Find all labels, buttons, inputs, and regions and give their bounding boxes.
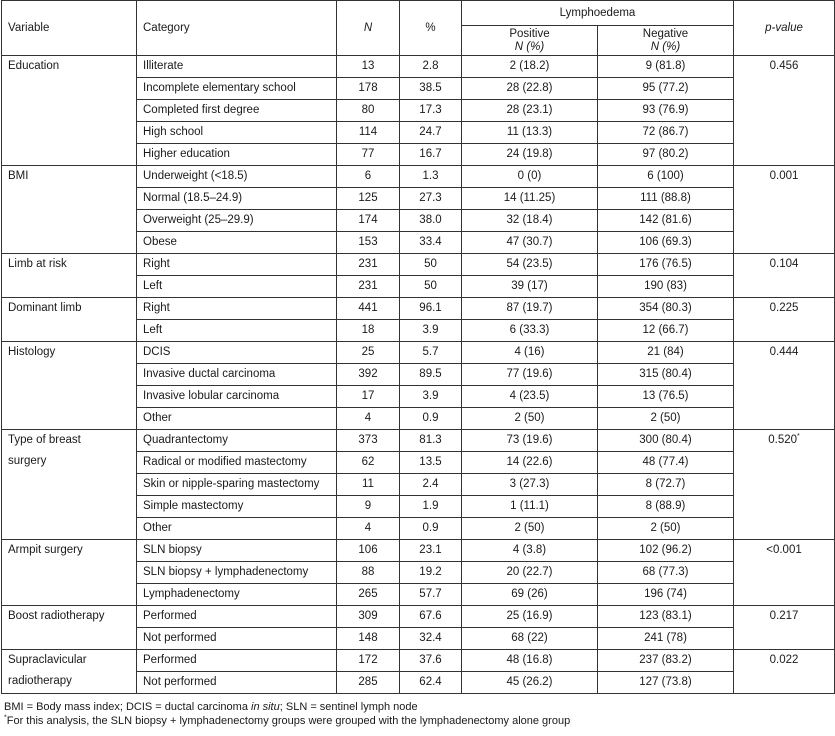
header-negative — [598, 26, 734, 56]
pct-cell: 27.3 — [400, 188, 462, 210]
pct-cell: 19.2 — [400, 562, 462, 584]
n-cell: 265 — [337, 584, 400, 606]
abbr-text-end: ; SLN = sentinel lymph node — [279, 701, 418, 713]
category-cell: Lymphadenectomy — [137, 584, 337, 606]
table-row — [2, 342, 835, 364]
negative-cell: 111 (88.8) — [598, 188, 734, 210]
positive-cell: 45 (26.2) — [462, 672, 598, 694]
pvalue-cell — [734, 254, 835, 298]
negative-cell: 354 (80.3) — [598, 298, 734, 320]
pvalue-text: 0.444 — [769, 346, 799, 358]
n-cell: 153 — [337, 232, 400, 254]
table-row — [2, 606, 835, 628]
variable-label: Type of breast — [8, 434, 81, 446]
positive-cell: 20 (22.7) — [462, 562, 598, 584]
pvalue-cell — [734, 298, 835, 342]
positive-cell: 3 (27.3) — [462, 474, 598, 496]
variable-label-line2: radiotherapy — [8, 675, 72, 687]
category-cell: Left — [137, 276, 337, 298]
category-cell: Completed first degree — [137, 100, 337, 122]
pvalue-text: 0.001 — [769, 170, 799, 182]
pvalue-footnote-marker: * — [797, 433, 800, 441]
table-row — [2, 166, 835, 188]
variable-cell — [2, 606, 137, 650]
header-positive-unit: N (%) — [514, 40, 545, 53]
negative-cell: 315 (80.4) — [598, 364, 734, 386]
positive-cell: 73 (19.6) — [462, 430, 598, 452]
negative-cell: 12 (66.7) — [598, 320, 734, 342]
variable-label: Limb at risk — [8, 258, 67, 270]
category-cell: High school — [137, 122, 337, 144]
abbr-text: BMI = Body mass index; DCIS = ductal carcinoma — [4, 701, 251, 713]
negative-cell: 13 (76.5) — [598, 386, 734, 408]
header-positive — [462, 26, 598, 56]
table-row — [2, 430, 835, 452]
variable-cell — [2, 166, 137, 254]
category-cell: Simple mastectomy — [137, 496, 337, 518]
n-cell: 174 — [337, 210, 400, 232]
category-cell: Overweight (25–29.9) — [137, 210, 337, 232]
category-cell: Quadrantectomy — [137, 430, 337, 452]
category-cell: Normal (18.5–24.9) — [137, 188, 337, 210]
category-cell: Higher education — [137, 144, 337, 166]
pct-cell: 50 — [400, 254, 462, 276]
header-n: N — [337, 1, 400, 56]
category-cell: Performed — [137, 650, 337, 672]
lymphoedema-table — [1, 0, 835, 694]
pct-cell: 2.8 — [400, 56, 462, 78]
table-row — [2, 254, 835, 276]
positive-cell: 6 (33.3) — [462, 320, 598, 342]
pvalue-cell — [734, 56, 835, 166]
positive-cell: 14 (22.6) — [462, 452, 598, 474]
category-cell: Illiterate — [137, 56, 337, 78]
negative-cell: 2 (50) — [598, 518, 734, 540]
category-cell: SLN biopsy — [137, 540, 337, 562]
variable-cell — [2, 254, 137, 298]
header-lymphoedema: Lymphoedema — [462, 1, 734, 26]
positive-cell: 48 (16.8) — [462, 650, 598, 672]
header-negative-unit: N (%) — [650, 40, 681, 53]
pvalue-text: 0.104 — [769, 258, 799, 270]
category-cell: Radical or modified mastectomy — [137, 452, 337, 474]
negative-cell: 68 (77.3) — [598, 562, 734, 584]
n-cell: 125 — [337, 188, 400, 210]
category-cell: Underweight (<18.5) — [137, 166, 337, 188]
header-category: Category — [137, 1, 337, 56]
variable-cell — [2, 430, 137, 540]
positive-cell: 2 (50) — [462, 408, 598, 430]
category-cell: DCIS — [137, 342, 337, 364]
negative-cell: 300 (80.4) — [598, 430, 734, 452]
pvalue-text: 0.225 — [769, 302, 799, 314]
negative-cell: 142 (81.6) — [598, 210, 734, 232]
negative-cell: 72 (86.7) — [598, 122, 734, 144]
negative-cell: 9 (81.8) — [598, 56, 734, 78]
positive-cell: 4 (3.8) — [462, 540, 598, 562]
pct-cell: 50 — [400, 276, 462, 298]
n-cell: 106 — [337, 540, 400, 562]
pvalue-cell — [734, 342, 835, 430]
pct-cell: 0.9 — [400, 518, 462, 540]
n-cell: 392 — [337, 364, 400, 386]
pct-cell: 32.4 — [400, 628, 462, 650]
pct-cell: 0.9 — [400, 408, 462, 430]
variable-cell — [2, 56, 137, 166]
pct-cell: 1.9 — [400, 496, 462, 518]
pct-cell: 16.7 — [400, 144, 462, 166]
n-cell: 4 — [337, 518, 400, 540]
pct-cell: 17.3 — [400, 100, 462, 122]
category-cell: Invasive lobular carcinoma — [137, 386, 337, 408]
n-cell: 309 — [337, 606, 400, 628]
header-positive-label: Positive — [509, 27, 550, 40]
pct-cell: 33.4 — [400, 232, 462, 254]
pct-cell: 67.6 — [400, 606, 462, 628]
category-cell: Other — [137, 408, 337, 430]
variable-label: Boost radiotherapy — [8, 610, 105, 622]
pct-cell: 57.7 — [400, 584, 462, 606]
header-variable: Variable — [2, 1, 137, 56]
negative-cell: 176 (76.5) — [598, 254, 734, 276]
n-cell: 373 — [337, 430, 400, 452]
pvalue-text: 0.217 — [769, 610, 799, 622]
pct-cell: 3.9 — [400, 320, 462, 342]
category-cell: Not performed — [137, 628, 337, 650]
positive-cell: 32 (18.4) — [462, 210, 598, 232]
header-pvalue: p-value — [734, 1, 835, 56]
table-row — [2, 56, 835, 78]
category-cell: Performed — [137, 606, 337, 628]
positive-cell: 11 (13.3) — [462, 122, 598, 144]
negative-cell: 102 (96.2) — [598, 540, 734, 562]
n-cell: 25 — [337, 342, 400, 364]
pct-cell: 1.3 — [400, 166, 462, 188]
negative-cell: 123 (83.1) — [598, 606, 734, 628]
pct-cell: 62.4 — [400, 672, 462, 694]
category-cell: Right — [137, 298, 337, 320]
n-cell: 114 — [337, 122, 400, 144]
n-cell: 13 — [337, 56, 400, 78]
n-cell: 441 — [337, 298, 400, 320]
n-cell: 6 — [337, 166, 400, 188]
n-cell: 172 — [337, 650, 400, 672]
pvalue-cell — [734, 606, 835, 650]
positive-cell: 39 (17) — [462, 276, 598, 298]
n-cell: 62 — [337, 452, 400, 474]
positive-cell: 1 (11.1) — [462, 496, 598, 518]
category-cell: Incomplete elementary school — [137, 78, 337, 100]
variable-label: Education — [8, 60, 60, 72]
pct-cell: 37.6 — [400, 650, 462, 672]
footnote-text: For this analysis, the SLN biopsy + lymphadenectomy groups were grouped with the lymphadenectomy alone group — [6, 715, 571, 727]
table-body — [2, 56, 835, 694]
pct-cell: 89.5 — [400, 364, 462, 386]
pct-cell: 5.7 — [400, 342, 462, 364]
positive-cell: 68 (22) — [462, 628, 598, 650]
variable-label-line2: surgery — [8, 455, 47, 467]
positive-cell: 25 (16.9) — [462, 606, 598, 628]
table-notes — [4, 700, 835, 728]
variable-cell — [2, 342, 137, 430]
pct-cell: 24.7 — [400, 122, 462, 144]
n-cell: 11 — [337, 474, 400, 496]
positive-cell: 24 (19.8) — [462, 144, 598, 166]
n-cell: 88 — [337, 562, 400, 584]
positive-cell: 69 (26) — [462, 584, 598, 606]
variable-cell — [2, 540, 137, 606]
variable-label: Armpit surgery — [8, 544, 83, 556]
negative-cell: 127 (73.8) — [598, 672, 734, 694]
pct-cell: 81.3 — [400, 430, 462, 452]
pvalue-text: 0.456 — [769, 60, 799, 72]
negative-cell: 93 (76.9) — [598, 100, 734, 122]
negative-cell: 8 (72.7) — [598, 474, 734, 496]
pct-cell: 2.4 — [400, 474, 462, 496]
pvalue-cell — [734, 166, 835, 254]
variable-cell — [2, 298, 137, 342]
variable-label: Histology — [8, 346, 56, 358]
negative-cell: 21 (84) — [598, 342, 734, 364]
positive-cell: 14 (11.25) — [462, 188, 598, 210]
pct-cell: 13.5 — [400, 452, 462, 474]
negative-cell: 48 (77.4) — [598, 452, 734, 474]
category-cell: Not performed — [137, 672, 337, 694]
header-negative-label: Negative — [642, 27, 689, 40]
pvalue-cell — [734, 430, 835, 540]
positive-cell: 28 (22.8) — [462, 78, 598, 100]
header-pct: % — [400, 1, 462, 56]
negative-cell: 237 (83.2) — [598, 650, 734, 672]
footnote — [4, 714, 835, 728]
table-header — [2, 1, 835, 56]
pct-cell: 38.0 — [400, 210, 462, 232]
pct-cell: 3.9 — [400, 386, 462, 408]
negative-cell: 2 (50) — [598, 408, 734, 430]
table-row — [2, 650, 835, 672]
n-cell: 231 — [337, 254, 400, 276]
pvalue-text: <0.001 — [766, 544, 802, 556]
negative-cell: 95 (77.2) — [598, 78, 734, 100]
positive-cell: 4 (16) — [462, 342, 598, 364]
pct-cell: 96.1 — [400, 298, 462, 320]
negative-cell: 196 (74) — [598, 584, 734, 606]
category-cell: Obese — [137, 232, 337, 254]
footnote-marker: * — [4, 714, 7, 722]
positive-cell: 54 (23.5) — [462, 254, 598, 276]
n-cell: 148 — [337, 628, 400, 650]
table-row — [2, 540, 835, 562]
pct-cell: 23.1 — [400, 540, 462, 562]
n-cell: 178 — [337, 78, 400, 100]
pvalue-cell — [734, 650, 835, 694]
positive-cell: 28 (23.1) — [462, 100, 598, 122]
n-cell: 231 — [337, 276, 400, 298]
n-cell: 4 — [337, 408, 400, 430]
pvalue-text: 0.022 — [769, 654, 799, 666]
negative-cell: 241 (78) — [598, 628, 734, 650]
abbreviations-note — [4, 700, 835, 714]
negative-cell: 8 (88.9) — [598, 496, 734, 518]
negative-cell: 6 (100) — [598, 166, 734, 188]
variable-label: BMI — [8, 170, 29, 182]
category-cell: Skin or nipple-sparing mastectomy — [137, 474, 337, 496]
n-cell: 80 — [337, 100, 400, 122]
pct-cell: 38.5 — [400, 78, 462, 100]
variable-cell — [2, 650, 137, 694]
n-cell: 77 — [337, 144, 400, 166]
positive-cell: 2 (50) — [462, 518, 598, 540]
n-cell: 18 — [337, 320, 400, 342]
pvalue-cell — [734, 540, 835, 606]
n-cell: 285 — [337, 672, 400, 694]
abbr-italic: in situ — [251, 701, 280, 713]
negative-cell: 190 (83) — [598, 276, 734, 298]
n-cell: 17 — [337, 386, 400, 408]
negative-cell: 97 (80.2) — [598, 144, 734, 166]
positive-cell: 0 (0) — [462, 166, 598, 188]
negative-cell: 106 (69.3) — [598, 232, 734, 254]
positive-cell: 77 (19.6) — [462, 364, 598, 386]
category-cell: Right — [137, 254, 337, 276]
positive-cell: 2 (18.2) — [462, 56, 598, 78]
positive-cell: 4 (23.5) — [462, 386, 598, 408]
variable-label: Supraclavicular — [8, 654, 87, 666]
positive-cell: 87 (19.7) — [462, 298, 598, 320]
category-cell: SLN biopsy + lymphadenectomy — [137, 562, 337, 584]
table-row — [2, 298, 835, 320]
n-cell: 9 — [337, 496, 400, 518]
pvalue-text: 0.520 — [768, 434, 798, 446]
category-cell: Invasive ductal carcinoma — [137, 364, 337, 386]
category-cell: Left — [137, 320, 337, 342]
positive-cell: 47 (30.7) — [462, 232, 598, 254]
variable-label: Dominant limb — [8, 302, 82, 314]
category-cell: Other — [137, 518, 337, 540]
